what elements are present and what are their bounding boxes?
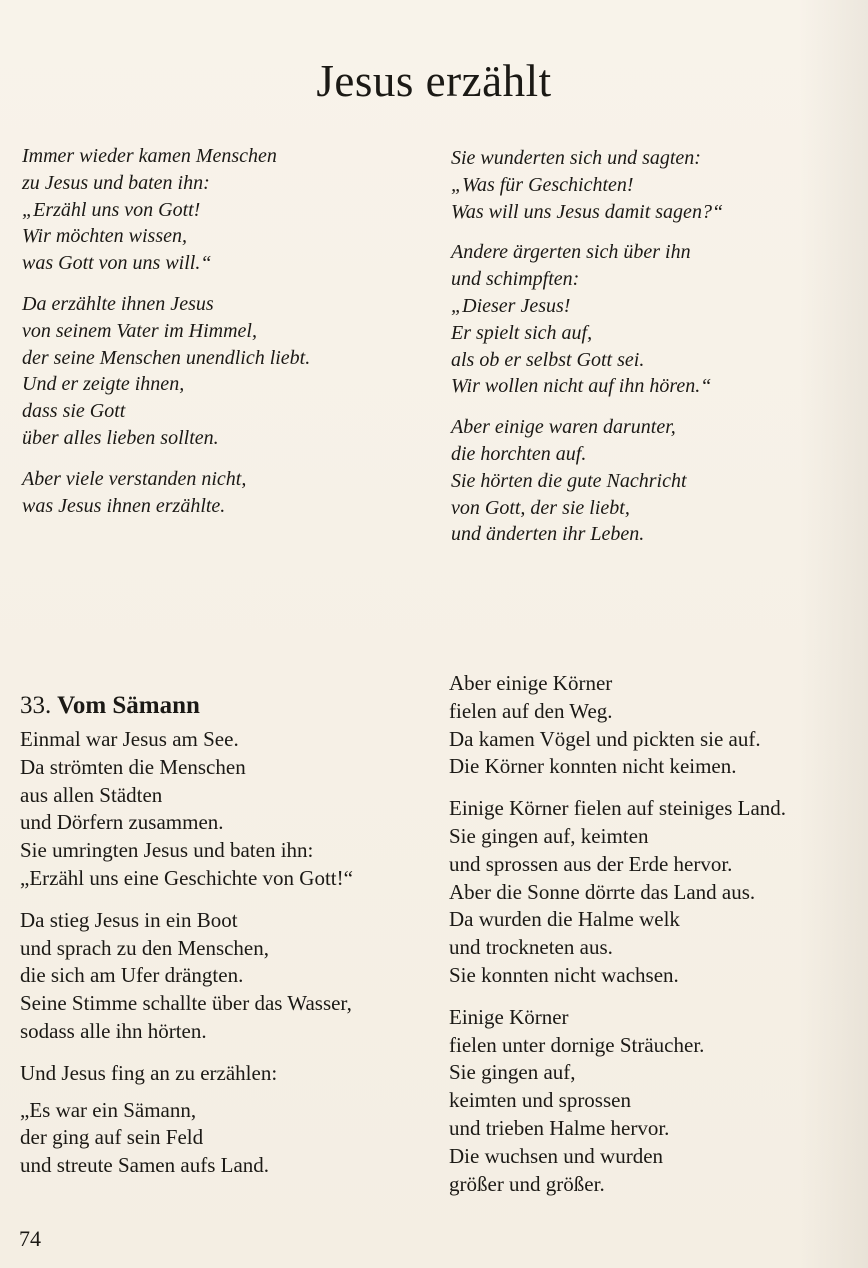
intro-line: von Gott, der sie liebt,: [451, 496, 630, 519]
story-line: Sie umringten Jesus und baten ihn:: [20, 838, 314, 863]
page-number: 74: [19, 1226, 41, 1251]
story-line: „Es war ein Sämann,: [20, 1097, 197, 1122]
story-left-column: [20, 726, 418, 1194]
story-right-stanza-2: [449, 795, 841, 990]
intro-line: von seinem Vater im Himmel,: [22, 319, 257, 342]
intro-right-column: [451, 145, 831, 562]
intro-line: Aber viele verstanden nicht,: [22, 467, 247, 490]
show-through-text-bottom: [392, 600, 792, 654]
intro-line: was Gott von uns will.“: [22, 252, 212, 275]
story-line: fielen auf den Weg.: [449, 698, 613, 723]
story-line: Und Jesus fing an zu erzählen:: [20, 1060, 278, 1085]
intro-right-stanza-1: [451, 145, 831, 225]
story-line: die sich am Ufer drängten.: [20, 963, 244, 988]
story-line: und Dörfern zusammen.: [20, 810, 224, 835]
story-line: keimten und sprossen: [449, 1088, 631, 1113]
story-line: Die wuchsen und wurden: [449, 1143, 664, 1168]
section-heading: [20, 690, 200, 721]
story-line: Einige Körner fielen auf steiniges Land.: [449, 796, 787, 821]
intro-line: „Was für Geschichten!: [451, 173, 634, 196]
intro-line: Aber einige waren darunter,: [451, 416, 676, 439]
story-line: Sie gingen auf,: [449, 1060, 576, 1085]
section-number: 33.: [20, 691, 52, 719]
intro-line: über alles lieben sollten.: [22, 426, 219, 449]
story-line: Da stieg Jesus in ein Boot: [20, 907, 238, 932]
intro-line: Was will uns Jesus damit sagen?“: [451, 200, 724, 223]
story-line: und sprossen aus der Erde hervor.: [449, 851, 733, 876]
story-left-stanza-2: [20, 907, 418, 1046]
story-line: Aber die Sonne dörrte das Land aus.: [449, 879, 756, 904]
page-title: Jesus erzählt: [316, 56, 552, 107]
story-line: Da strömten die Menschen: [20, 754, 246, 779]
story-line: Da kamen Vögel und pickten sie auf.: [449, 726, 761, 751]
intro-left-stanza-2: [22, 291, 414, 452]
intro-line: Sie hörten die gute Nachricht: [451, 469, 687, 492]
intro-line: dass sie Gott: [22, 400, 126, 423]
story-line: Die Körner konnten nicht keimen.: [449, 754, 737, 779]
story-right-stanza-1: [449, 670, 841, 781]
story-left-stanza-3: [20, 1060, 418, 1088]
intro-right-stanza-3: [451, 414, 831, 548]
story-line: Da wurden die Halme welk: [449, 907, 680, 932]
story-line: aus allen Städten: [20, 782, 163, 807]
intro-line: und schimpften:: [451, 268, 580, 291]
story-line: und trieben Halme hervor.: [449, 1115, 670, 1140]
intro-line: Er spielt sich auf,: [451, 321, 593, 344]
intro-line: Wir wollen nicht auf ihn hören.“: [451, 375, 712, 398]
intro-line: Und er zeigte ihnen,: [22, 373, 185, 396]
story-line: Seine Stimme schallte über das Wasser,: [20, 991, 352, 1016]
intro-line: die horchten auf.: [451, 442, 587, 465]
intro-line: der seine Menschen unendlich liebt.: [22, 346, 311, 369]
story-line: Aber einige Körner: [449, 671, 613, 695]
story-line: und trockneten aus.: [449, 935, 613, 960]
story-line: und streute Samen aufs Land.: [20, 1153, 270, 1178]
intro-line: was Jesus ihnen erzählte.: [22, 494, 226, 517]
story-line: der ging auf sein Feld: [20, 1125, 204, 1150]
intro-line: „Dieser Jesus!: [451, 294, 571, 317]
intro-line: als ob er selbst Gott sei.: [451, 348, 645, 371]
story-left-stanza-4: [20, 1097, 418, 1180]
story-right-column: [449, 670, 841, 1212]
intro-line: Sie wunderten sich und sagten:: [451, 147, 701, 169]
story-left-stanza-1: [20, 726, 418, 893]
story-line: und sprach zu den Menschen,: [20, 935, 270, 960]
intro-left-column: [22, 143, 414, 533]
intro-line: Andere ärgerten sich über ihn: [451, 241, 691, 264]
intro-right-stanza-2: [451, 239, 831, 400]
section-title: Vom Sämann: [57, 691, 200, 719]
story-right-stanza-3: [449, 1004, 841, 1199]
intro-left-stanza-1: [22, 143, 414, 277]
intro-line: Wir möchten wissen,: [22, 225, 187, 248]
intro-line: Immer wieder kamen Menschen: [22, 145, 277, 167]
story-line: sodass alle ihn hörten.: [20, 1018, 207, 1043]
intro-line: Da erzählte ihnen Jesus: [22, 292, 214, 315]
intro-left-stanza-3: [22, 466, 414, 520]
story-line: Sie konnten nicht wachsen.: [449, 962, 679, 987]
story-line: Einmal war Jesus am See.: [20, 727, 239, 751]
intro-line: „Erzähl uns von Gott!: [22, 198, 201, 221]
story-line: Einige Körner: [449, 1004, 569, 1029]
story-line: größer und größer.: [449, 1171, 605, 1196]
story-line: „Erzähl uns eine Geschichte von Gott!“: [20, 865, 353, 890]
intro-line: und änderten ihr Leben.: [451, 523, 645, 546]
intro-line: zu Jesus und baten ihn:: [22, 171, 210, 194]
story-line: Sie gingen auf, keimten: [449, 823, 649, 848]
story-line: fielen unter dornige Sträucher.: [449, 1032, 705, 1057]
